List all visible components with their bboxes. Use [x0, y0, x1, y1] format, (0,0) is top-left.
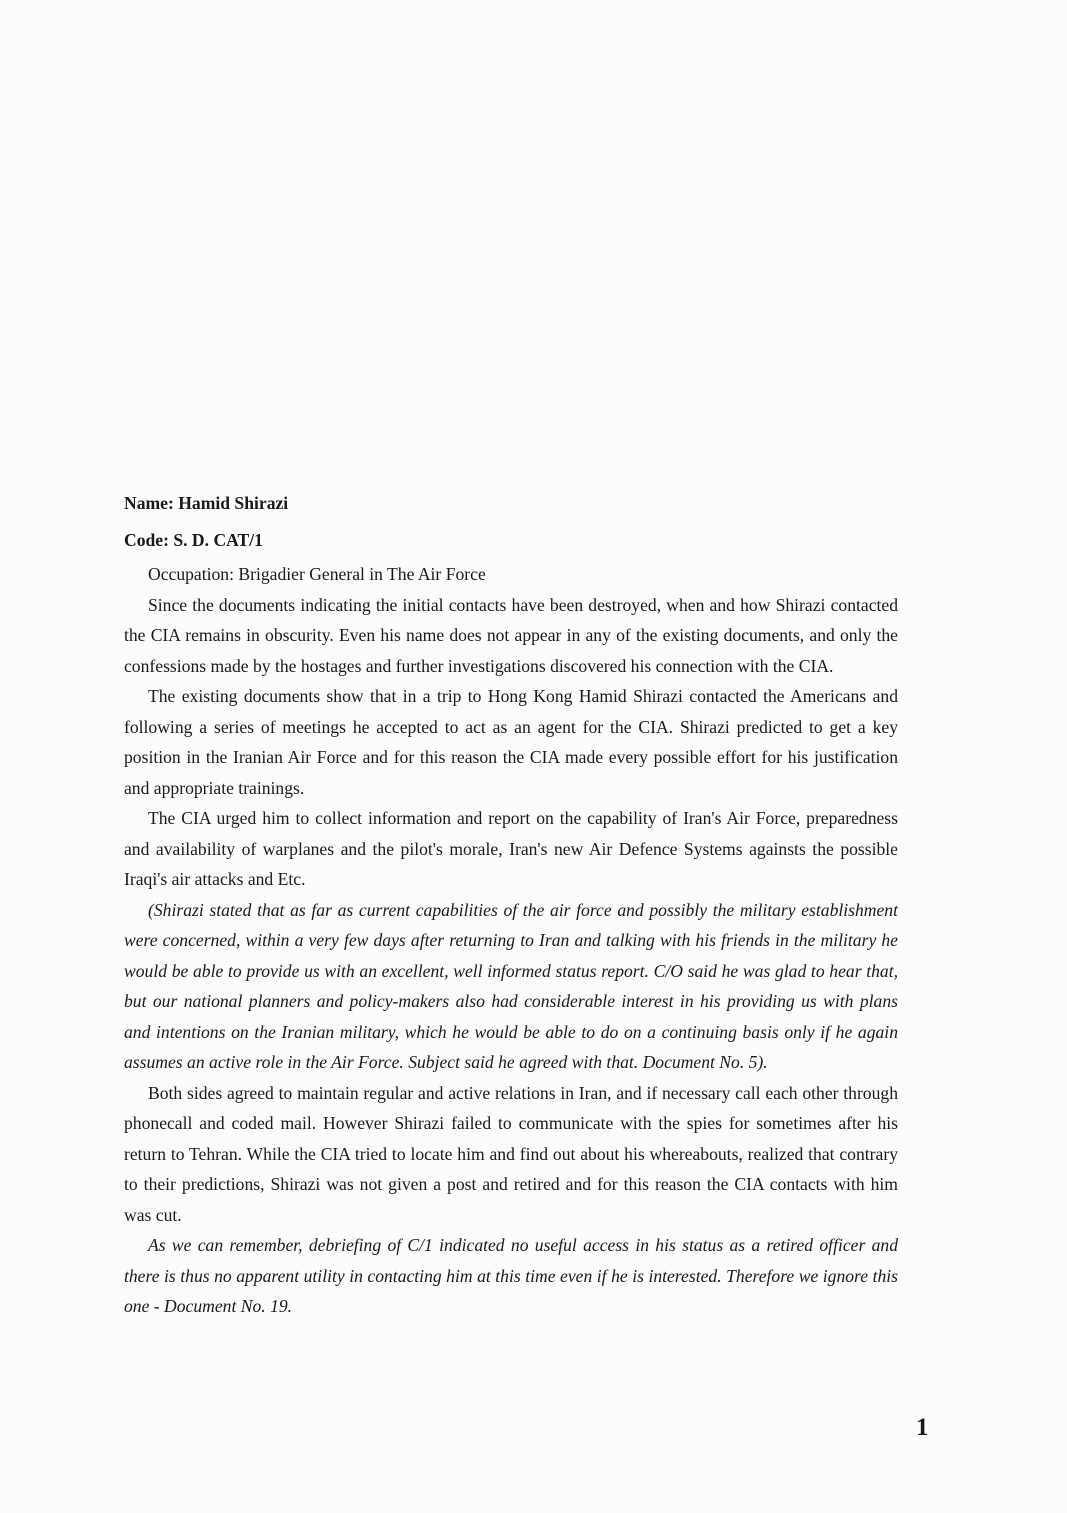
paragraph-quoted-document-5: (Shirazi stated that as far as current capabilities of the air force and possibly the military establishment were concerned, within a very few days after returning to Iran and talking with his friends in the military he would be able to provide us with an excellent, well informed status report. C/O said he was glad to hear that, but our national planners and policy-makers also had considerable interest in his providing us with plans and intentions on the Iranian military, which he would be able to do on a continuing basis only if he again assumes an active role in the Air Force. Subject said he agreed with that. Document No. 5).: [124, 899, 898, 1072]
paragraph-both-sides: Both sides agreed to maintain regular and active relations in Iran, and if necessary call each other through phonecall and coded mail. However Shirazi failed to communicate with the spies for sometimes after his return to Tehran. While the CIA tried to locate him and find out about his whereabouts, realized that contrary to their predictions, Shirazi was not given a post and retired and for this reason the CIA contacts with him was cut.: [124, 1082, 898, 1225]
code-heading: Code: S. D. CAT/1: [124, 529, 263, 550]
name-heading: Name: Hamid Shirazi: [124, 493, 289, 513]
paragraph-cia-urged: The CIA urged him to collect information and report on the capability of Iran's Air Force, preparedness and availability of warplanes and the pilot's morale, Iran's new Air Defence Systems againsts the possible Iraqi's air attacks and Etc.: [124, 808, 898, 889]
paragraph-quoted-document-19: As we can remember, debriefing of C/1 indicated no useful access in his status as a retired officer and there is thus no apparent utility in contacting him at this time even if he is interested. Therefore we ignore this one - Document No. 19.: [124, 1235, 898, 1316]
paragraph-hong-kong: The existing documents show that in a trip to Hong Kong Hamid Shirazi contacted the Americans and following a series of meetings he accepted to act as an agent for the CIA. Shirazi predicted to get a key position in the Iranian Air Force and for this reason the CIA made every possible effort for his justification and appropriate trainings.: [124, 686, 898, 798]
page-number: 1: [916, 1414, 929, 1441]
paragraph-initial-contacts: Since the documents indicating the initial contacts have been destroyed, when and how Shirazi contacted the CIA remains in obscurity. Even his name does not appear in any of the existing documents, and only the confessions made by the hostages and further investigations discovered his connection with the CIA.: [124, 594, 898, 676]
document-body: [124, 488, 898, 1322]
occupation-line: Occupation: Brigadier General in The Air Force: [148, 564, 486, 584]
